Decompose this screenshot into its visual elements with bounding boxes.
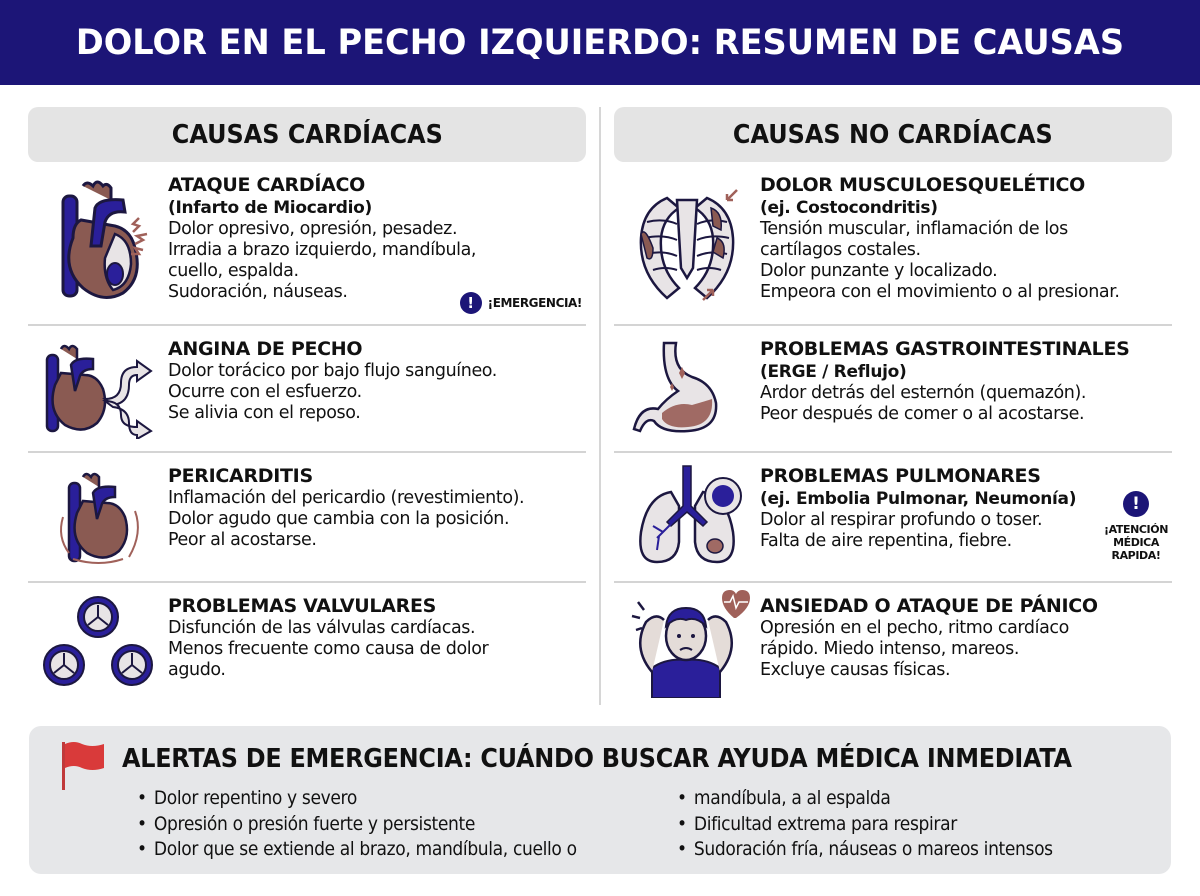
- urgent-care-label: RAPIDA!: [1111, 549, 1161, 562]
- exclamation-icon: !: [1123, 491, 1149, 517]
- cardiac-causes-heading: [28, 107, 586, 162]
- page-header: [0, 0, 1200, 85]
- exclamation-icon: !: [460, 292, 482, 314]
- item-title: ANSIEDAD O ATAQUE DE PÁNICO: [760, 595, 1098, 617]
- cause-anxiety: [614, 583, 1172, 703]
- pericarditis-heart-icon: [28, 453, 168, 581]
- alert-item: • Dolor que se extiende al brazo, mandíbula, cuello o: [137, 837, 577, 863]
- cause-heart-attack: [28, 162, 586, 326]
- ribcage-icon: [614, 162, 760, 324]
- heart-valves-icon: [28, 583, 168, 703]
- item-title: ANGINA DE PECHO: [168, 338, 363, 360]
- item-title: PERICARDITIS: [168, 465, 313, 487]
- item-desc-line: Tensión muscular, inflamación de los: [760, 219, 1068, 239]
- item-desc-line: Se alivia con el reposo.: [168, 403, 361, 423]
- lungs-icon: [614, 453, 760, 581]
- item-desc-line: Dolor agudo que cambia con la posición.: [168, 509, 510, 529]
- item-desc-line: Dolor torácico por bajo flujo sanguíneo.: [168, 361, 497, 381]
- item-desc-line: Opresión en el pecho, ritmo cardíaco: [760, 618, 1069, 638]
- item-title: PROBLEMAS VALVULARES: [168, 595, 437, 617]
- cardiac-causes-column: [28, 107, 586, 703]
- item-desc-line: agudo.: [168, 660, 226, 680]
- alerts-list-left: [137, 786, 626, 863]
- item-desc-line: Irradia a brazo izquierdo, mandíbula,: [168, 240, 477, 260]
- item-desc-line: Disfunción de las válvulas cardíacas.: [168, 618, 476, 638]
- item-desc-line: Dolor al respirar profundo o toser.: [760, 510, 1043, 530]
- cause-gastrointestinal: [614, 326, 1172, 453]
- item-subtitle: (ej. Embolia Pulmonar, Neumonía): [760, 489, 1077, 509]
- item-desc-line: rápido. Miedo intenso, mareos.: [760, 639, 1019, 659]
- alert-item: • mandíbula, a al espalda: [677, 786, 1053, 812]
- item-desc-line: cartílagos costales.: [760, 240, 921, 260]
- alert-item: • Sudoración fría, náuseas o mareos intensos: [677, 837, 1053, 863]
- urgent-care-badge: [1100, 491, 1172, 562]
- column-divider: [599, 107, 601, 705]
- item-subtitle: (Infarto de Miocardio): [168, 198, 372, 218]
- cardiac-heading-label: CAUSAS CARDÍACAS: [171, 119, 443, 150]
- noncardiac-causes-heading: [614, 107, 1172, 162]
- alert-item: • Opresión o presión fuerte y persistente: [137, 812, 577, 838]
- emergency-alerts-box: [29, 726, 1171, 874]
- item-desc-line: Dolor punzante y localizado.: [760, 261, 998, 281]
- urgent-care-label: ¡ATENCIÓN: [1103, 523, 1169, 536]
- item-title: PROBLEMAS GASTROINTESTINALES: [760, 338, 1130, 360]
- emergency-badge-label: ¡EMERGENCIA!: [487, 296, 582, 310]
- cause-pericarditis: [28, 453, 586, 583]
- item-desc-line: Falta de aire repentina, fiebre.: [760, 531, 1012, 551]
- item-desc-line: Inflamación del pericardio (revestimiento).: [168, 488, 525, 508]
- item-title: ATAQUE CARDÍACO: [168, 174, 366, 196]
- item-subtitle: (ej. Costocondritis): [760, 198, 938, 218]
- cause-valve-problems: [28, 583, 586, 703]
- item-title: PROBLEMAS PULMONARES: [760, 465, 1041, 487]
- item-desc-line: Dolor opresivo, opresión, pesadez.: [168, 219, 458, 239]
- alert-item: • Dificultad extrema para respirar: [677, 812, 1053, 838]
- red-flag-icon: [62, 740, 106, 797]
- stomach-icon: [614, 326, 760, 451]
- item-desc-line: Menos frecuente como causa de dolor: [168, 639, 489, 659]
- item-desc-line: Peor después de comer o al acostarse.: [760, 404, 1085, 424]
- item-desc-line: Empeora con el movimiento o al presionar.: [760, 282, 1120, 302]
- item-desc-line: Excluye causas físicas.: [760, 660, 951, 680]
- item-desc-line: Ardor detrás del esternón (quemazón).: [760, 383, 1087, 403]
- cause-pulmonary: [614, 453, 1172, 583]
- item-title: DOLOR MUSCULOESQUELÉTICO: [760, 174, 1085, 196]
- urgent-care-label: MÉDICA: [1113, 536, 1159, 549]
- item-desc-line: Ocurre con el esfuerzo.: [168, 382, 362, 402]
- item-desc-line: cuello, espalda.: [168, 261, 299, 281]
- item-desc-line: Peor al acostarse.: [168, 530, 317, 550]
- cause-musculoskeletal: [614, 162, 1172, 326]
- anxious-person-icon: [614, 583, 760, 703]
- angina-heart-icon: [28, 326, 168, 451]
- noncardiac-heading-label: CAUSAS NO CARDÍACAS: [733, 119, 1053, 150]
- alerts-title: ALERTAS DE EMERGENCIA: CUÁNDO BUSCAR AYUDA MÉDICA INMEDIATA: [122, 744, 1072, 774]
- alerts-list-right: [677, 786, 1094, 863]
- item-desc-line: Sudoración, náuseas.: [168, 282, 348, 302]
- page-title: DOLOR EN EL PECHO IZQUIERDO: RESUMEN DE CAUSAS: [75, 22, 1125, 63]
- emergency-badge: [460, 292, 582, 314]
- heart-attack-icon: [28, 162, 168, 324]
- cause-angina: [28, 326, 586, 453]
- item-subtitle: (ERGE / Reflujo): [760, 362, 907, 382]
- alert-item: • Dolor repentino y severo: [137, 786, 577, 812]
- noncardiac-causes-column: [614, 107, 1172, 703]
